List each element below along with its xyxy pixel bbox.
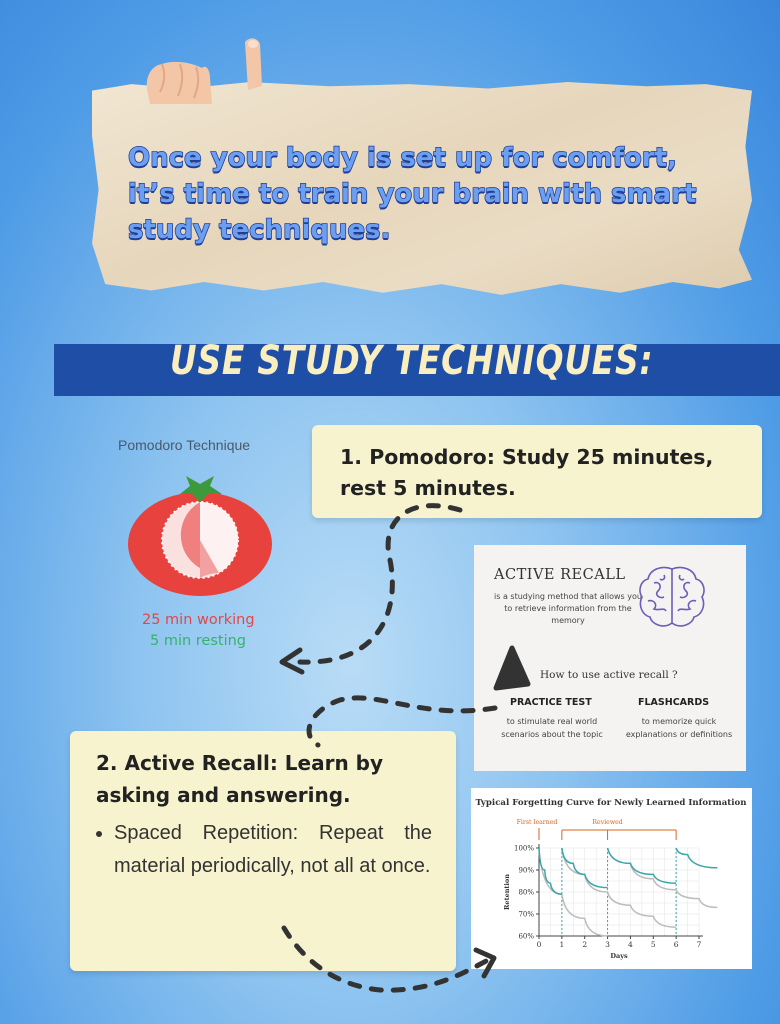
y-tick-label: 90% — [518, 866, 534, 875]
tomato-timer-icon — [128, 472, 273, 597]
spaced-repetition-bullet: • Spaced Repetition: Repeat the material periodically, not all at once. — [114, 817, 432, 883]
forgetting-curve-chart — [471, 788, 752, 969]
pomodoro-resting-label: 5 min resting — [150, 633, 247, 649]
x-tick-label: 0 — [536, 940, 542, 949]
x-tick-label: 5 — [650, 940, 656, 949]
active-recall-title: ACTIVE RECALL — [494, 567, 626, 583]
practice-test-text: to stimulate real world scenarios about the topic — [501, 717, 603, 739]
active-recall-how-to: How to use active recall ? — [540, 669, 678, 681]
callout-bullet-list — [96, 817, 432, 883]
annotation-reviewed: Reviewed — [592, 819, 623, 826]
section-title: USE STUDY TECHNIQUES: — [170, 338, 654, 384]
forgetting-curve-svg — [471, 788, 752, 969]
y-tick-label: 70% — [518, 910, 534, 919]
intro-text: Once your body is set up for comfort, it’s time to train your brain with smart study techniques. — [128, 143, 697, 245]
hand-illustration — [140, 34, 270, 114]
x-tick-label: 6 — [673, 940, 679, 949]
active-recall-panel — [474, 545, 746, 771]
x-tick-label: 4 — [628, 940, 633, 949]
practice-test-title: PRACTICE TEST — [510, 697, 592, 708]
flashcards-text: to memorize quick explanations or definitions — [625, 717, 733, 739]
pomodoro-graphic-label: Pomodoro Technique — [118, 437, 251, 453]
pomodoro-callout — [312, 425, 762, 518]
flashcards-title: FLASHCARDS — [638, 697, 710, 708]
active-recall-callout-title: 2. Active Recall: Learn by asking and answering. — [96, 751, 384, 807]
y-tick-label: 100% — [513, 844, 534, 853]
arrow-head-left — [282, 650, 302, 672]
y-tick-label: 80% — [518, 888, 534, 897]
arrow-pomodoro-path — [300, 506, 460, 663]
x-tick-label: 1 — [559, 940, 565, 949]
x-tick-label: 2 — [582, 940, 588, 949]
pomodoro-callout-text: 1. Pomodoro: Study 25 minutes, rest 5 minutes. — [340, 445, 714, 500]
y-tick-label: 60% — [518, 932, 534, 941]
y-axis-label: Retention — [503, 874, 511, 910]
x-axis-label: Days — [610, 952, 628, 960]
chart-title: Typical Forgetting Curve for Newly Learned Information — [475, 798, 747, 808]
series-line — [676, 848, 717, 868]
active-recall-description: is a studying method that allows you to retrieve information from the memory — [494, 592, 642, 625]
active-recall-callout — [70, 731, 456, 971]
x-tick-label: 3 — [605, 940, 610, 949]
annotation-first-learned: First learned — [516, 819, 558, 826]
brain-icon — [636, 563, 708, 631]
series-line — [608, 848, 718, 907]
pomodoro-working-label: 25 min working — [142, 612, 255, 628]
x-tick-label: 7 — [696, 940, 702, 949]
